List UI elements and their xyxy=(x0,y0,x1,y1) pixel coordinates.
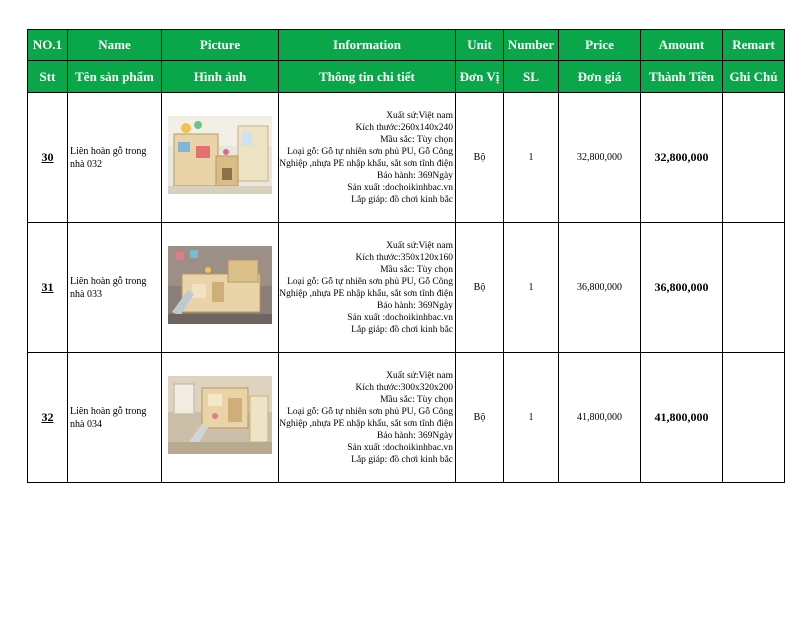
product-name: Liên hoàn gỗ trong nhà 034 xyxy=(68,353,162,483)
header-number: Number xyxy=(504,30,559,61)
product-name: Liên hoàn gỗ trong nhà 033 xyxy=(68,223,162,353)
info-size: Kích thước:260x140x240 xyxy=(355,122,453,133)
info-producer: Sản xuất :dochoikinhbac.vn xyxy=(347,182,453,193)
table-row xyxy=(28,93,785,223)
unit-price: 36,800,000 xyxy=(559,223,641,353)
product-picture-cell xyxy=(162,223,279,353)
product-info xyxy=(279,93,456,223)
info-origin: Xuất sứ:Việt nam xyxy=(386,110,453,121)
info-size: Kích thước:300x320x200 xyxy=(355,382,453,393)
info-color: Mầu sắc: Tùy chọn xyxy=(380,264,453,275)
info-warranty: Bảo hành: 369Ngày xyxy=(377,170,453,181)
info-color: Mầu sắc: Tùy chọn xyxy=(380,394,453,405)
header-hinh-anh: Hình ảnh xyxy=(162,61,279,93)
header-stt: Stt xyxy=(28,61,68,93)
product-picture-cell xyxy=(162,353,279,483)
info-producer: Sản xuất :dochoikinhbac.vn xyxy=(347,442,453,453)
header-name: Name xyxy=(68,30,162,61)
quantity: 1 xyxy=(504,93,559,223)
table-row xyxy=(28,353,785,483)
info-material: Loại gỗ: Gỗ tự nhiên sơn phủ PU, Gỗ Công Nghiệp ,nhựa PE nhập khẩu, sắt sơn tĩnh điện xyxy=(279,146,453,169)
info-warranty: Bảo hành: 369Ngày xyxy=(377,300,453,311)
quantity: 1 xyxy=(504,223,559,353)
product-name: Liên hoàn gỗ trong nhà 032 xyxy=(68,93,162,223)
info-assembly: Lắp giáp: đồ chơi kinh bắc xyxy=(351,194,453,205)
header-no: NO.1 xyxy=(28,30,68,61)
product-photo xyxy=(168,246,272,324)
info-origin: Xuất sứ:Việt nam xyxy=(386,370,453,381)
info-color: Mầu sắc: Tùy chọn xyxy=(380,134,453,145)
info-size: Kích thước:350x120x160 xyxy=(355,252,453,263)
unit-price: 32,800,000 xyxy=(559,93,641,223)
unit-price: 41,800,000 xyxy=(559,353,641,483)
info-material: Loại gỗ: Gỗ tự nhiên sơn phủ PU, Gỗ Công Nghiệp ,nhựa PE nhập khẩu, sắt sơn tĩnh điện xyxy=(279,276,453,299)
header-amount: Amount xyxy=(641,30,723,61)
info-warranty: Bảo hành: 369Ngày xyxy=(377,430,453,441)
row-number: 31 xyxy=(28,223,68,353)
header-row-vietnamese xyxy=(28,61,785,93)
info-assembly: Lắp giáp: đồ chơi kinh bắc xyxy=(351,324,453,335)
amount: 36,800,000 xyxy=(641,223,723,353)
unit: Bộ xyxy=(456,353,504,483)
header-thanh-tien: Thành Tiền xyxy=(641,61,723,93)
header-picture: Picture xyxy=(162,30,279,61)
row-number: 32 xyxy=(28,353,68,483)
header-unit: Unit xyxy=(456,30,504,61)
unit: Bộ xyxy=(456,93,504,223)
info-origin: Xuất sứ:Việt nam xyxy=(386,240,453,251)
product-info xyxy=(279,353,456,483)
header-price: Price xyxy=(559,30,641,61)
note xyxy=(723,223,785,353)
row-number: 30 xyxy=(28,93,68,223)
header-ghi-chu: Ghi Chú xyxy=(723,61,785,93)
product-picture-cell xyxy=(162,93,279,223)
header-remark: Remart xyxy=(723,30,785,61)
amount: 32,800,000 xyxy=(641,93,723,223)
product-photo xyxy=(168,116,272,194)
note xyxy=(723,93,785,223)
info-producer: Sản xuất :dochoikinhbac.vn xyxy=(347,312,453,323)
header-information: Information xyxy=(279,30,456,61)
header-sl: SL xyxy=(504,61,559,93)
header-don-vi: Đơn Vị xyxy=(456,61,504,93)
table-row xyxy=(28,223,785,353)
product-price-table xyxy=(27,29,785,483)
info-material: Loại gỗ: Gỗ tự nhiên sơn phủ PU, Gỗ Công Nghiệp ,nhựa PE nhập khẩu, sắt sơn tĩnh điện xyxy=(279,406,453,429)
note xyxy=(723,353,785,483)
unit: Bộ xyxy=(456,223,504,353)
info-assembly: Lắp giáp: đồ chơi kinh bắc xyxy=(351,454,453,465)
header-ten-san-pham: Tên sản phẩm xyxy=(68,61,162,93)
quantity: 1 xyxy=(504,353,559,483)
product-info xyxy=(279,223,456,353)
header-row-english xyxy=(28,30,785,61)
product-photo xyxy=(168,376,272,454)
header-don-gia: Đơn giá xyxy=(559,61,641,93)
amount: 41,800,000 xyxy=(641,353,723,483)
header-thong-tin: Thông tin chi tiết xyxy=(279,61,456,93)
